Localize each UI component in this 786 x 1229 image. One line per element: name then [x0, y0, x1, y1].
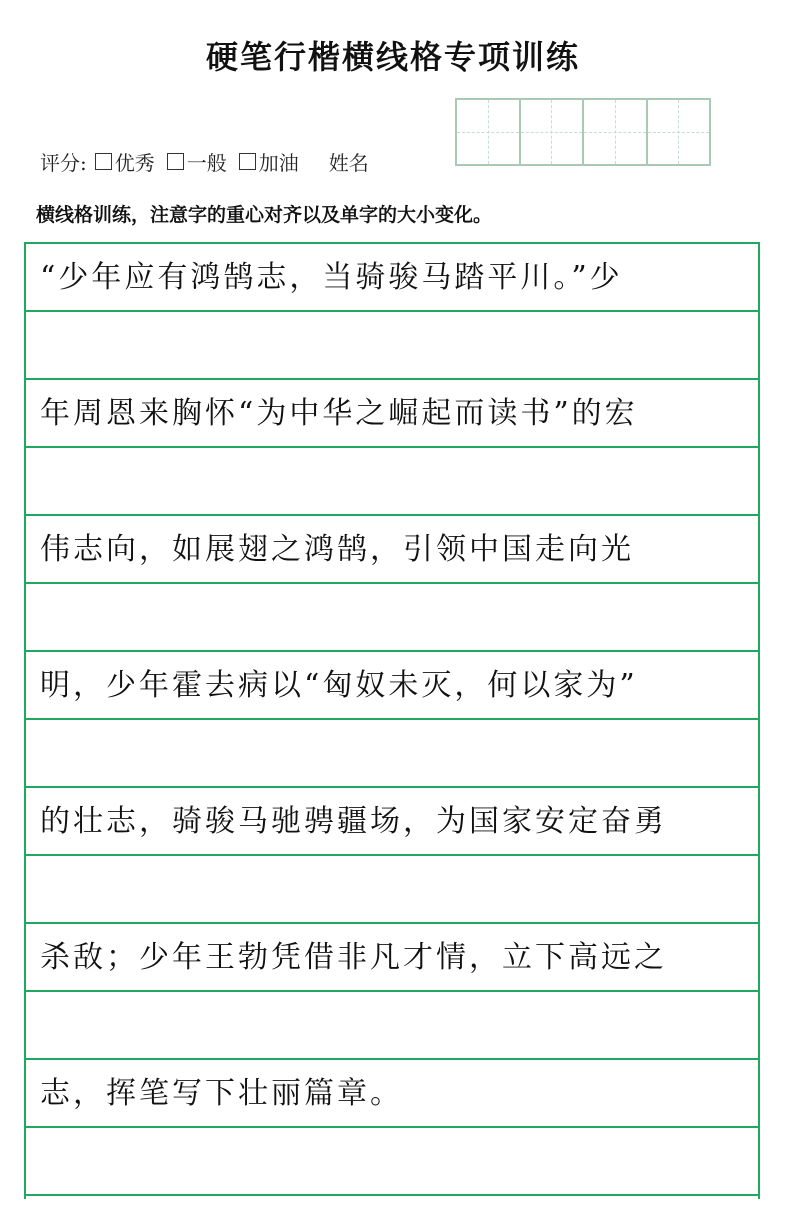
name-label: 姓名	[328, 150, 369, 175]
practice-row[interactable]	[26, 448, 758, 516]
name-cell[interactable]	[648, 100, 710, 164]
name-writing-grid[interactable]	[455, 98, 711, 166]
practice-row[interactable]	[26, 856, 758, 924]
checkbox-icon[interactable]	[167, 153, 184, 170]
score-option-keep-going[interactable]	[239, 147, 299, 176]
practice-row[interactable]	[26, 380, 758, 448]
practice-row[interactable]	[26, 652, 758, 720]
checkbox-icon[interactable]	[95, 153, 112, 170]
score-label: 评分:	[40, 150, 87, 175]
practice-row[interactable]	[26, 584, 758, 652]
practice-line-text: 伟志向，如展翅之鸿鹄，引领中国走向光	[40, 532, 634, 567]
practice-line-text: 的壮志，骑骏马驰骋疆场，为国家安定奋勇	[40, 804, 667, 839]
practice-row[interactable]	[26, 1060, 758, 1128]
practice-grid	[24, 242, 760, 1199]
score-option-label: 一般	[186, 150, 227, 175]
practice-row[interactable]	[26, 720, 758, 788]
name-cell[interactable]	[457, 100, 521, 164]
score-option-label: 加油	[258, 150, 299, 175]
score-option-label: 优秀	[114, 150, 155, 175]
practice-row[interactable]	[26, 992, 758, 1060]
practice-line-text: 年周恩来胸怀“为中华之崛起而读书”的宏	[40, 396, 638, 431]
practice-row[interactable]	[26, 312, 758, 380]
practice-line-text: “少年应有鸿鹄志，当骑骏马踏平川。”少	[40, 260, 623, 295]
practice-row[interactable]	[26, 924, 758, 992]
practice-row[interactable]	[26, 788, 758, 856]
practice-row[interactable]	[26, 244, 758, 312]
practice-row[interactable]	[26, 516, 758, 584]
practice-line-text: 明，少年霍去病以“匈奴未灭，何以家为”	[40, 668, 638, 703]
name-cell[interactable]	[521, 100, 585, 164]
practice-row[interactable]	[26, 1128, 758, 1196]
page-title: 硬笔行楷横线格专项训练	[205, 38, 580, 76]
score-option-excellent[interactable]	[95, 147, 155, 176]
practice-line-text: 志，挥笔写下壮丽篇章。	[40, 1076, 403, 1111]
score-section	[40, 146, 369, 176]
instruction-text: 横线格训练，注意字的重心对齐以及单字的大小变化。	[36, 204, 493, 226]
score-option-average[interactable]	[167, 147, 227, 176]
practice-line-text: 杀敌；少年王勃凭借非凡才情，立下高远之	[40, 940, 667, 975]
checkbox-icon[interactable]	[239, 153, 256, 170]
name-cell[interactable]	[584, 100, 648, 164]
